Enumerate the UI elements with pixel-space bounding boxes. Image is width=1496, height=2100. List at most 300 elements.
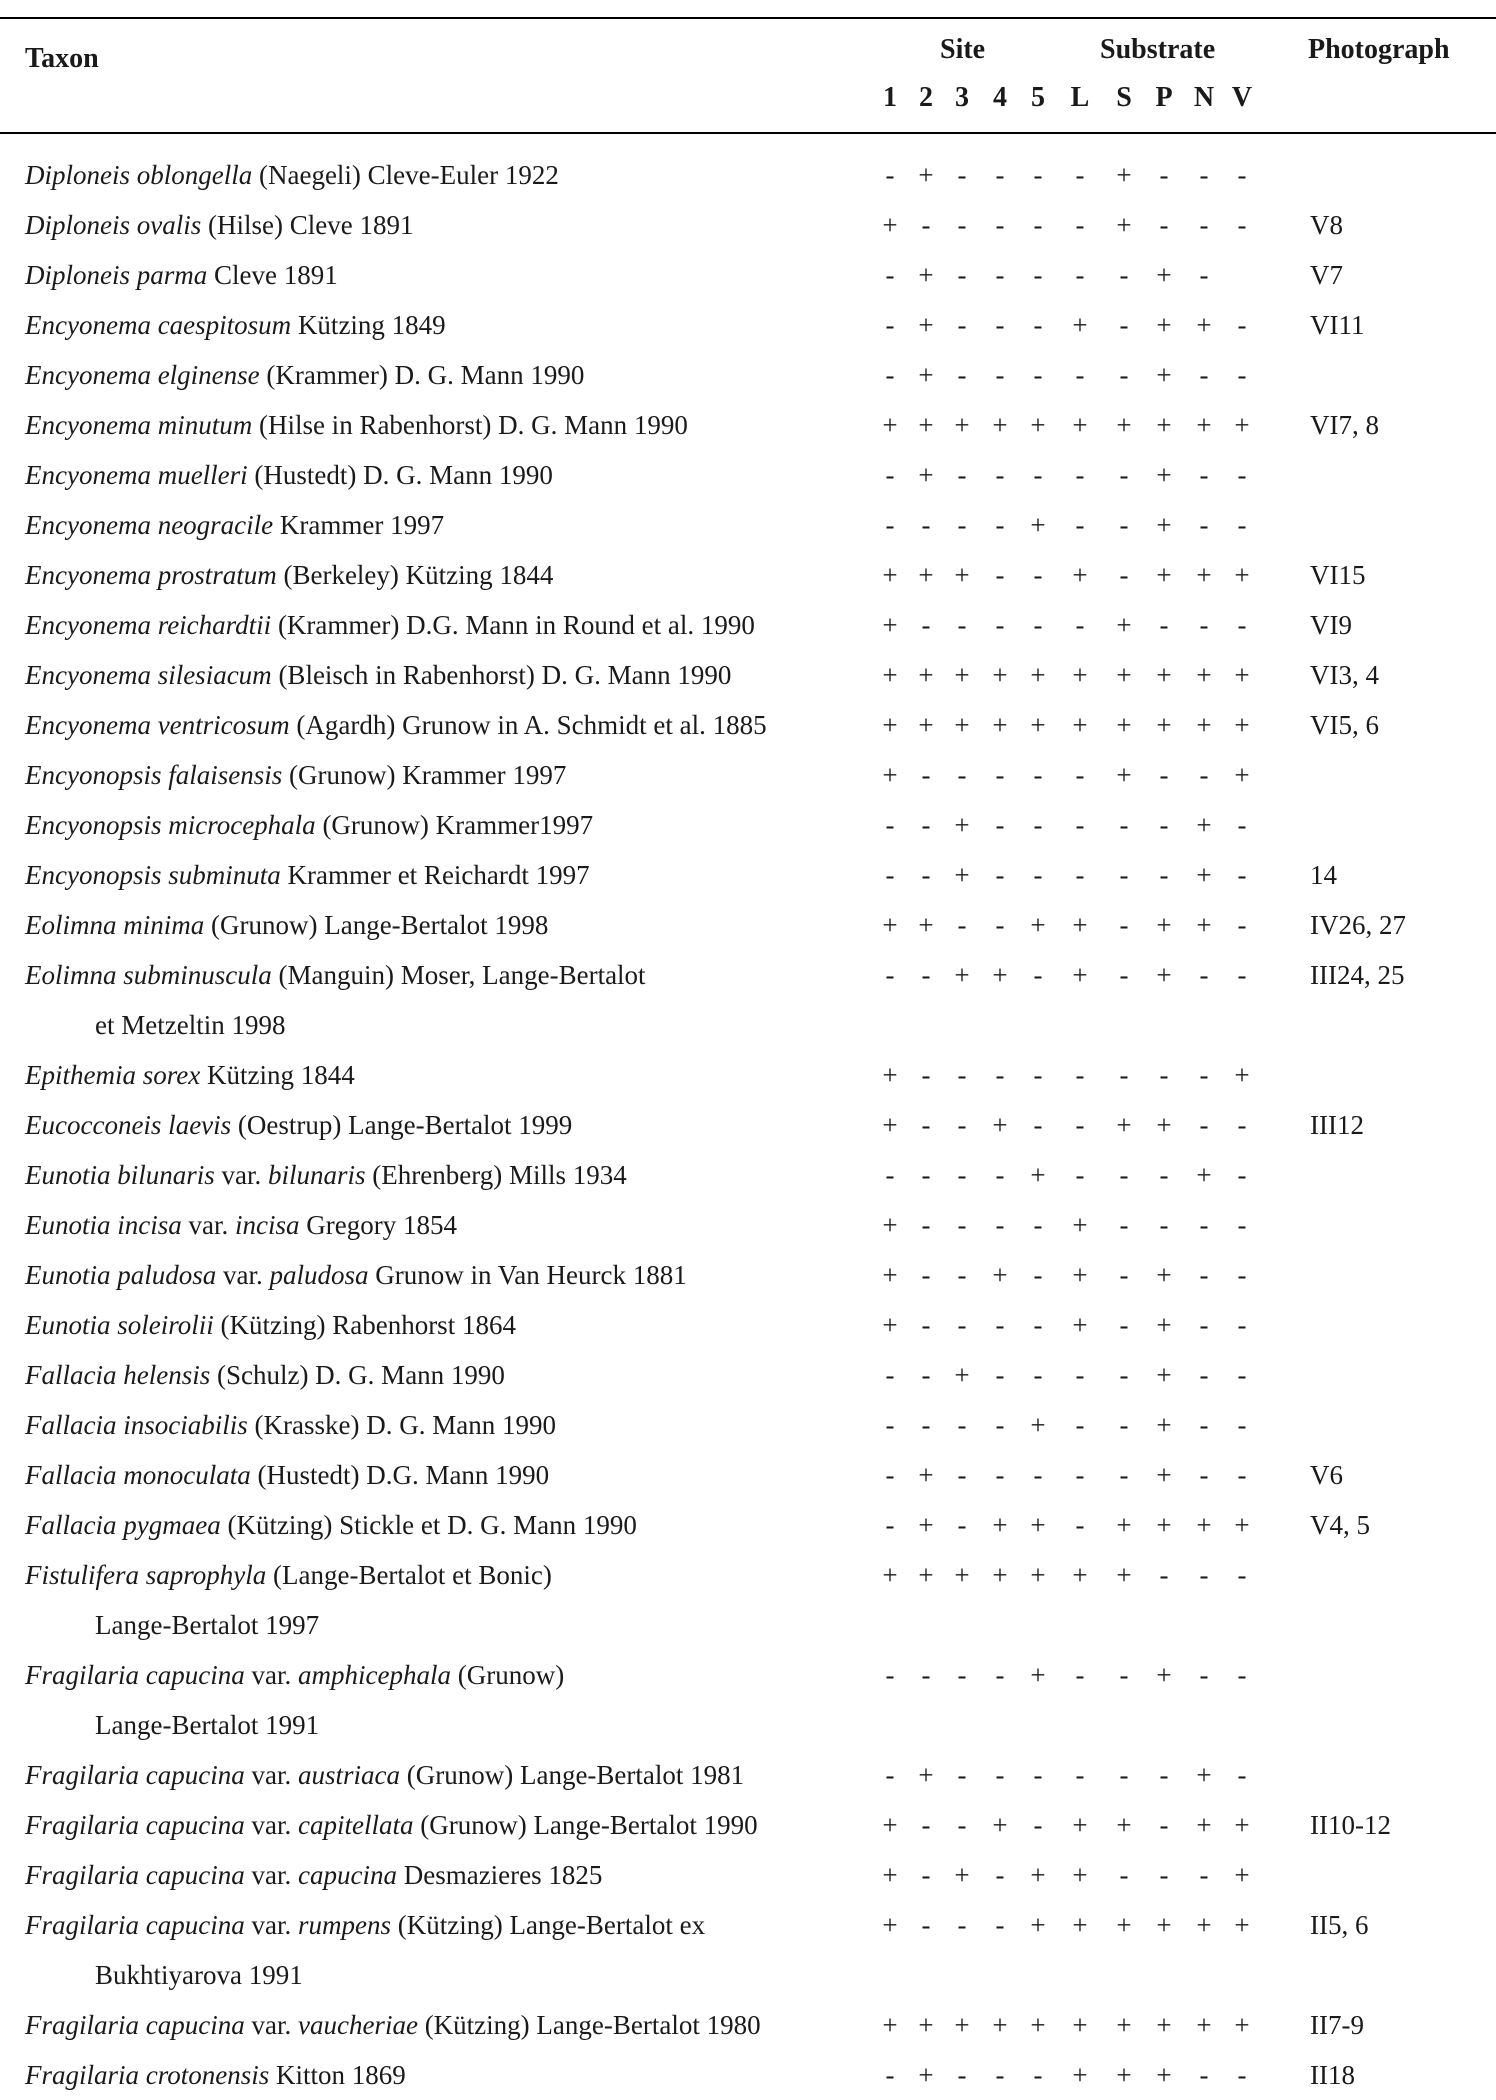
occurrence-mark: - bbox=[1159, 860, 1169, 890]
occurrence-mark: + bbox=[954, 810, 970, 840]
occurrence-mark: - bbox=[1119, 360, 1129, 390]
occurrence-mark: + bbox=[918, 1460, 934, 1490]
taxon-italic-part: Eunotia bilunaris bbox=[25, 1160, 215, 1190]
table-row bbox=[0, 1094, 1496, 1144]
occurrence-mark: - bbox=[995, 1660, 1005, 1690]
taxon-authority-part: (Kützing) Rabenhorst 1864 bbox=[213, 1310, 516, 1340]
occurrence-mark: - bbox=[1237, 1110, 1247, 1140]
taxon-name bbox=[25, 1150, 855, 1200]
occurrence-mark: - bbox=[957, 1760, 967, 1790]
occurrence-mark: + bbox=[1030, 510, 1046, 540]
occurrence-mark: + bbox=[882, 760, 898, 790]
taxon-italic-part: Fallacia pygmaea bbox=[25, 1510, 221, 1540]
occurrence-mark: + bbox=[1156, 460, 1172, 490]
taxon-italic-part: Fragilaria crotonensis bbox=[25, 2060, 270, 2090]
occurrence-mark: + bbox=[992, 1810, 1008, 1840]
taxon-authority-part: var. bbox=[244, 1810, 298, 1840]
occurrence-mark: + bbox=[1030, 1160, 1046, 1190]
occurrence-mark: - bbox=[957, 1160, 967, 1190]
occurrence-mark: - bbox=[957, 1060, 967, 1090]
occurrence-mark: - bbox=[1159, 1760, 1169, 1790]
occurrence-mark: - bbox=[957, 1910, 967, 1940]
occurrence-mark: + bbox=[954, 410, 970, 440]
occurrence-mark: - bbox=[1237, 1360, 1247, 1390]
occurrence-mark: + bbox=[1156, 660, 1172, 690]
occurrence-mark: - bbox=[1033, 1310, 1043, 1340]
occurrence-mark: + bbox=[882, 1810, 898, 1840]
occurrence-mark: - bbox=[1119, 1210, 1129, 1240]
occurrence-mark: - bbox=[1199, 210, 1209, 240]
taxon-name bbox=[25, 1900, 855, 2000]
photograph-ref: III12 bbox=[1310, 1110, 1364, 1140]
taxon-italic-part: Eunotia soleirolii bbox=[25, 1310, 214, 1340]
occurrence-mark: - bbox=[1237, 360, 1247, 390]
occurrence-mark: + bbox=[992, 1510, 1008, 1540]
occurrence-mark: - bbox=[1075, 210, 1085, 240]
occurrence-mark: - bbox=[921, 1260, 931, 1290]
occurrence-mark: - bbox=[1075, 360, 1085, 390]
occurrence-mark: - bbox=[885, 510, 895, 540]
taxon-name bbox=[25, 250, 855, 300]
occurrence-mark: + bbox=[1196, 660, 1212, 690]
taxon-authority-part: (Manguin) Moser, Lange-Bertalot bbox=[271, 960, 646, 990]
occurrence-mark: - bbox=[1119, 560, 1129, 590]
occurrence-mark: - bbox=[995, 310, 1005, 340]
occurrence-mark: + bbox=[1156, 1410, 1172, 1440]
taxon-authority-part: (Hilse) Cleve 1891 bbox=[201, 210, 414, 240]
taxon-name bbox=[25, 1500, 855, 1550]
occurrence-mark: + bbox=[918, 1510, 934, 1540]
column-label: 4 bbox=[993, 82, 1007, 113]
table-row bbox=[0, 544, 1496, 594]
occurrence-mark: + bbox=[882, 1910, 898, 1940]
photograph-ref: V7 bbox=[1310, 260, 1343, 290]
occurrence-mark: + bbox=[1116, 1510, 1132, 1540]
taxon-name bbox=[25, 1050, 855, 1100]
taxon-name bbox=[25, 1750, 855, 1800]
taxon-italic-part: Epithemia sorex bbox=[25, 1060, 201, 1090]
occurrence-mark: - bbox=[1033, 810, 1043, 840]
occurrence-mark: + bbox=[1156, 310, 1172, 340]
occurrence-mark: + bbox=[882, 710, 898, 740]
taxon-authority-part: (Kützing) Stickle et D. G. Mann 1990 bbox=[220, 1510, 637, 1540]
occurrence-mark: + bbox=[1116, 1110, 1132, 1140]
occurrence-mark: - bbox=[1119, 460, 1129, 490]
occurrence-mark: - bbox=[1033, 860, 1043, 890]
occurrence-mark: - bbox=[921, 810, 931, 840]
taxon-italic-part: Fragilaria capucina bbox=[25, 1760, 245, 1790]
site-header: Site bbox=[940, 34, 986, 65]
occurrence-mark: - bbox=[1159, 1810, 1169, 1840]
occurrence-mark: - bbox=[885, 1760, 895, 1790]
occurrence-mark: - bbox=[1119, 1460, 1129, 1490]
occurrence-mark: - bbox=[957, 160, 967, 190]
taxon-authority-part: var. bbox=[244, 1910, 298, 1940]
occurrence-mark: - bbox=[957, 1210, 967, 1240]
occurrence-mark: + bbox=[1072, 1310, 1088, 1340]
taxon-name bbox=[25, 700, 855, 750]
occurrence-mark: - bbox=[1159, 1060, 1169, 1090]
taxon-name bbox=[25, 900, 855, 950]
occurrence-mark: + bbox=[918, 260, 934, 290]
taxon-authority-part: (Krammer) D. G. Mann 1990 bbox=[259, 360, 585, 390]
occurrence-mark: - bbox=[957, 1510, 967, 1540]
taxon-authority-continued: Bukhtiyarova 1991 bbox=[95, 1960, 303, 1990]
occurrence-mark: - bbox=[1237, 210, 1247, 240]
table-row bbox=[0, 1844, 1496, 1894]
table-row bbox=[0, 1494, 1496, 1544]
taxon-italic-part: Fragilaria capucina bbox=[25, 2010, 245, 2040]
occurrence-mark: - bbox=[1119, 1260, 1129, 1290]
taxon-italic-part: Encyonopsis microcephala bbox=[25, 810, 316, 840]
taxon-authority-part: (Grunow) Krammer1997 bbox=[315, 810, 594, 840]
occurrence-mark: - bbox=[1199, 1460, 1209, 1490]
taxon-italic-part: Diploneis parma bbox=[25, 260, 208, 290]
occurrence-mark: + bbox=[1116, 160, 1132, 190]
taxon-italic-part: Fragilaria capucina bbox=[25, 1660, 245, 1690]
occurrence-mark: - bbox=[1033, 360, 1043, 390]
occurrence-mark: + bbox=[1234, 1060, 1250, 1090]
occurrence-mark: + bbox=[1156, 1910, 1172, 1940]
occurrence-mark: - bbox=[957, 1660, 967, 1690]
occurrence-mark: - bbox=[1237, 610, 1247, 640]
occurrence-mark: + bbox=[992, 710, 1008, 740]
occurrence-mark: + bbox=[992, 410, 1008, 440]
occurrence-mark: - bbox=[1075, 1410, 1085, 1440]
table-row bbox=[0, 1244, 1496, 1294]
taxon-name bbox=[25, 800, 855, 850]
occurrence-mark: - bbox=[1159, 210, 1169, 240]
taxon-name bbox=[25, 1800, 855, 1850]
occurrence-mark: - bbox=[921, 760, 931, 790]
occurrence-mark: - bbox=[885, 960, 895, 990]
occurrence-mark: - bbox=[995, 860, 1005, 890]
occurrence-mark: + bbox=[882, 1210, 898, 1240]
occurrence-mark: - bbox=[1199, 360, 1209, 390]
occurrence-mark: + bbox=[1030, 910, 1046, 940]
occurrence-mark: + bbox=[1156, 1110, 1172, 1140]
taxon-table bbox=[0, 144, 1496, 2094]
taxon-authority-part: (Hustedt) D.G. Mann 1990 bbox=[250, 1460, 550, 1490]
occurrence-mark: + bbox=[1156, 960, 1172, 990]
taxon-authority-part: (Hustedt) D. G. Mann 1990 bbox=[247, 460, 553, 490]
occurrence-mark: - bbox=[1199, 260, 1209, 290]
taxon-name bbox=[25, 850, 855, 900]
taxon-authority-part: Desmazieres 1825 bbox=[396, 1860, 603, 1890]
taxon-authority-continued: Lange-Bertalot 1991 bbox=[95, 1710, 320, 1740]
taxon-italic-part: Encyonema caespitosum bbox=[25, 310, 292, 340]
occurrence-mark: - bbox=[1033, 460, 1043, 490]
photograph-ref: V6 bbox=[1310, 1460, 1343, 1490]
taxon-authority-part: Cleve 1891 bbox=[207, 260, 338, 290]
taxon-italic-part: vaucheriae bbox=[297, 2010, 418, 2040]
occurrence-mark: - bbox=[995, 210, 1005, 240]
occurrence-mark: + bbox=[918, 310, 934, 340]
taxon-name bbox=[25, 1200, 855, 1250]
occurrence-mark: + bbox=[882, 560, 898, 590]
taxon-authority-part: var. bbox=[244, 1660, 298, 1690]
occurrence-mark: - bbox=[1075, 810, 1085, 840]
table-row bbox=[0, 444, 1496, 494]
occurrence-mark: - bbox=[1033, 1060, 1043, 1090]
taxon-italic-part: Fistulifera saprophyla bbox=[25, 1560, 267, 1590]
taxon-italic-part: austriaca bbox=[297, 1760, 400, 1790]
table-row bbox=[0, 1044, 1496, 1094]
occurrence-mark: + bbox=[1234, 410, 1250, 440]
photograph-ref: VI15 bbox=[1310, 560, 1366, 590]
occurrence-mark: + bbox=[1116, 410, 1132, 440]
taxon-authority-part: Krammer 1997 bbox=[273, 510, 445, 540]
occurrence-mark: + bbox=[1116, 660, 1132, 690]
occurrence-mark: - bbox=[957, 1810, 967, 1840]
occurrence-mark: + bbox=[1030, 1410, 1046, 1440]
occurrence-mark: + bbox=[882, 210, 898, 240]
occurrence-mark: - bbox=[885, 1510, 895, 1540]
occurrence-mark: - bbox=[1033, 260, 1043, 290]
occurrence-mark: + bbox=[1116, 760, 1132, 790]
occurrence-mark: - bbox=[957, 2060, 967, 2090]
taxon-authority-part: (Grunow) bbox=[450, 1660, 565, 1690]
occurrence-mark: + bbox=[992, 660, 1008, 690]
occurrence-mark: + bbox=[1196, 1810, 1212, 1840]
table-row bbox=[0, 144, 1496, 194]
table-row bbox=[0, 1294, 1496, 1344]
occurrence-mark: + bbox=[1030, 1660, 1046, 1690]
occurrence-mark: - bbox=[885, 1410, 895, 1440]
occurrence-mark: - bbox=[1159, 160, 1169, 190]
taxon-header: Taxon bbox=[25, 43, 99, 74]
occurrence-mark: - bbox=[957, 510, 967, 540]
occurrence-mark: + bbox=[1234, 1860, 1250, 1890]
photograph-ref: VI7, 8 bbox=[1310, 410, 1379, 440]
taxon-name bbox=[25, 1100, 855, 1150]
occurrence-mark: - bbox=[957, 760, 967, 790]
occurrence-mark: - bbox=[995, 1410, 1005, 1440]
occurrence-mark: - bbox=[1237, 960, 1247, 990]
taxon-authority-part: (Krasske) D. G. Mann 1990 bbox=[247, 1410, 556, 1440]
taxon-italic-part: Diploneis oblongella bbox=[25, 160, 253, 190]
occurrence-mark: - bbox=[1237, 1210, 1247, 1240]
taxon-italic-part: Fragilaria capucina bbox=[25, 1910, 245, 1940]
occurrence-mark: + bbox=[1116, 610, 1132, 640]
occurrence-mark: + bbox=[1196, 1910, 1212, 1940]
taxon-name bbox=[25, 1450, 855, 1500]
occurrence-mark: - bbox=[1119, 1060, 1129, 1090]
occurrence-mark: - bbox=[1237, 1410, 1247, 1440]
occurrence-mark: - bbox=[921, 1110, 931, 1140]
occurrence-mark: - bbox=[921, 860, 931, 890]
occurrence-mark: - bbox=[1119, 310, 1129, 340]
occurrence-mark: - bbox=[921, 1810, 931, 1840]
taxon-authority-part: (Kützing) Lange-Bertalot 1980 bbox=[417, 2010, 761, 2040]
taxon-authority-part: var. bbox=[216, 1260, 270, 1290]
occurrence-mark: + bbox=[1030, 410, 1046, 440]
occurrence-mark: + bbox=[1156, 1310, 1172, 1340]
occurrence-mark: - bbox=[957, 210, 967, 240]
occurrence-mark: - bbox=[885, 810, 895, 840]
photograph-ref: II7-9 bbox=[1310, 2010, 1364, 2040]
taxon-name bbox=[25, 750, 855, 800]
taxon-authority-continued: Lange-Bertalot 1997 bbox=[95, 1610, 320, 1640]
occurrence-mark: - bbox=[1237, 1260, 1247, 1290]
occurrence-mark: - bbox=[885, 260, 895, 290]
occurrence-mark: - bbox=[1075, 510, 1085, 540]
taxon-authority-continued: et Metzeltin 1998 bbox=[95, 1010, 286, 1040]
occurrence-mark: + bbox=[1196, 410, 1212, 440]
occurrence-mark: + bbox=[1156, 1260, 1172, 1290]
occurrence-mark: + bbox=[1156, 2010, 1172, 2040]
occurrence-mark: - bbox=[1237, 1460, 1247, 1490]
taxon-authority-part: (Berkeley) Kützing 1844 bbox=[276, 560, 554, 590]
occurrence-mark: - bbox=[1033, 610, 1043, 640]
occurrence-mark: - bbox=[885, 860, 895, 890]
occurrence-mark: - bbox=[995, 2060, 1005, 2090]
occurrence-mark: + bbox=[882, 610, 898, 640]
occurrence-mark: - bbox=[1119, 960, 1129, 990]
taxon-authority-part: (Grunow) Lange-Bertalot 1990 bbox=[413, 1810, 758, 1840]
column-number-row bbox=[0, 82, 1496, 118]
occurrence-mark: - bbox=[885, 1360, 895, 1390]
occurrence-mark: - bbox=[921, 1910, 931, 1940]
occurrence-mark: - bbox=[957, 460, 967, 490]
occurrence-mark: - bbox=[1075, 1660, 1085, 1690]
occurrence-mark: - bbox=[995, 1760, 1005, 1790]
substrate-header: Substrate bbox=[1100, 34, 1216, 65]
occurrence-mark: + bbox=[1156, 410, 1172, 440]
occurrence-mark: - bbox=[1199, 1060, 1209, 1090]
occurrence-mark: + bbox=[1234, 1910, 1250, 1940]
taxon-italic-part: Eolimna minima bbox=[25, 910, 205, 940]
occurrence-mark: + bbox=[882, 2010, 898, 2040]
occurrence-mark: + bbox=[882, 1860, 898, 1890]
taxon-name bbox=[25, 1300, 855, 1350]
taxon-italic-part: Fallacia helensis bbox=[25, 1360, 211, 1390]
occurrence-mark: - bbox=[1075, 160, 1085, 190]
taxon-italic-part: amphicephala bbox=[297, 1660, 451, 1690]
occurrence-mark: - bbox=[1199, 1310, 1209, 1340]
occurrence-mark: - bbox=[1075, 1460, 1085, 1490]
occurrence-mark: + bbox=[1234, 660, 1250, 690]
occurrence-mark: - bbox=[1237, 1760, 1247, 1790]
taxon-italic-part: bilunaris bbox=[268, 1160, 366, 1190]
taxon-italic-part: Diploneis ovalis bbox=[25, 210, 202, 240]
taxon-authority-part: (Agardh) Grunow in A. Schmidt et al. 1885 bbox=[289, 710, 767, 740]
occurrence-mark: - bbox=[1159, 760, 1169, 790]
photograph-ref: 14 bbox=[1310, 860, 1337, 890]
occurrence-mark: - bbox=[995, 510, 1005, 540]
occurrence-mark: - bbox=[1199, 1560, 1209, 1590]
occurrence-mark: + bbox=[992, 960, 1008, 990]
occurrence-mark: - bbox=[995, 760, 1005, 790]
taxon-authority-part: (Hilse in Rabenhorst) D. G. Mann 1990 bbox=[252, 410, 688, 440]
taxon-authority-part: (Naegeli) Cleve-Euler 1922 bbox=[252, 160, 559, 190]
occurrence-mark: + bbox=[1072, 1860, 1088, 1890]
occurrence-mark: - bbox=[995, 260, 1005, 290]
occurrence-mark: + bbox=[1030, 710, 1046, 740]
taxon-italic-part: Encyonema prostratum bbox=[25, 560, 277, 590]
occurrence-mark: - bbox=[1075, 860, 1085, 890]
taxon-authority-part: (Grunow) Krammer 1997 bbox=[282, 760, 567, 790]
occurrence-mark: + bbox=[918, 710, 934, 740]
occurrence-mark: + bbox=[1072, 1810, 1088, 1840]
occurrence-mark: - bbox=[957, 1310, 967, 1340]
taxon-italic-part: Encyonopsis falaisensis bbox=[25, 760, 283, 790]
occurrence-mark: - bbox=[1199, 460, 1209, 490]
photograph-header: Photograph bbox=[1308, 34, 1450, 65]
occurrence-mark: + bbox=[1196, 2010, 1212, 2040]
taxon-name bbox=[25, 550, 855, 600]
occurrence-mark: - bbox=[1237, 910, 1247, 940]
occurrence-mark: + bbox=[954, 1860, 970, 1890]
occurrence-mark: - bbox=[1237, 1660, 1247, 1690]
column-label: 5 bbox=[1031, 82, 1045, 113]
occurrence-mark: - bbox=[1033, 1810, 1043, 1840]
occurrence-mark: + bbox=[954, 2010, 970, 2040]
taxon-italic-part: Encyonema silesiacum bbox=[25, 660, 272, 690]
taxon-italic-part: Encyonema reichardtii bbox=[25, 610, 272, 640]
occurrence-mark: + bbox=[1116, 1910, 1132, 1940]
occurrence-mark: + bbox=[1030, 1910, 1046, 1940]
occurrence-mark: - bbox=[1237, 1310, 1247, 1340]
occurrence-mark: - bbox=[1199, 1210, 1209, 1240]
taxon-italic-part: Eolimna subminuscula bbox=[25, 960, 272, 990]
taxon-name bbox=[25, 150, 855, 200]
occurrence-mark: - bbox=[957, 1260, 967, 1290]
occurrence-mark: + bbox=[1030, 1560, 1046, 1590]
occurrence-mark: - bbox=[885, 160, 895, 190]
occurrence-mark: - bbox=[1075, 1110, 1085, 1140]
occurrence-mark: - bbox=[1199, 2060, 1209, 2090]
column-label: L bbox=[1070, 82, 1090, 113]
occurrence-mark: - bbox=[1199, 510, 1209, 540]
occurrence-mark: + bbox=[1196, 560, 1212, 590]
table-row bbox=[0, 644, 1496, 694]
occurrence-mark: - bbox=[921, 1860, 931, 1890]
table-row bbox=[0, 794, 1496, 844]
occurrence-mark: + bbox=[1072, 960, 1088, 990]
occurrence-mark: - bbox=[885, 310, 895, 340]
occurrence-mark: - bbox=[885, 1660, 895, 1690]
taxon-italic-part: paludosa bbox=[269, 1260, 369, 1290]
occurrence-mark: - bbox=[921, 1410, 931, 1440]
occurrence-mark: + bbox=[1156, 510, 1172, 540]
header-rule bbox=[0, 132, 1496, 134]
occurrence-mark: - bbox=[1199, 1110, 1209, 1140]
occurrence-mark: + bbox=[882, 410, 898, 440]
column-label: 1 bbox=[883, 82, 897, 113]
table-row bbox=[0, 1894, 1496, 1994]
occurrence-mark: - bbox=[1033, 310, 1043, 340]
occurrence-mark: - bbox=[1119, 860, 1129, 890]
table-row bbox=[0, 894, 1496, 944]
occurrence-mark: + bbox=[1072, 560, 1088, 590]
taxon-name bbox=[25, 450, 855, 500]
table-row bbox=[0, 1744, 1496, 1794]
occurrence-mark: + bbox=[1156, 1360, 1172, 1390]
occurrence-mark: + bbox=[1072, 1910, 1088, 1940]
occurrence-mark: + bbox=[1116, 710, 1132, 740]
taxon-authority-part: (Lange-Bertalot et Bonic) bbox=[266, 1560, 552, 1590]
occurrence-mark: - bbox=[885, 460, 895, 490]
occurrence-mark: - bbox=[1075, 260, 1085, 290]
occurrence-mark: - bbox=[1119, 260, 1129, 290]
occurrence-mark: - bbox=[995, 1860, 1005, 1890]
occurrence-mark: - bbox=[957, 1460, 967, 1490]
occurrence-mark: - bbox=[1075, 1360, 1085, 1390]
taxon-name bbox=[25, 1250, 855, 1300]
occurrence-mark: - bbox=[1159, 1210, 1169, 1240]
taxon-authority-part: Kützing 1844 bbox=[200, 1060, 355, 1090]
